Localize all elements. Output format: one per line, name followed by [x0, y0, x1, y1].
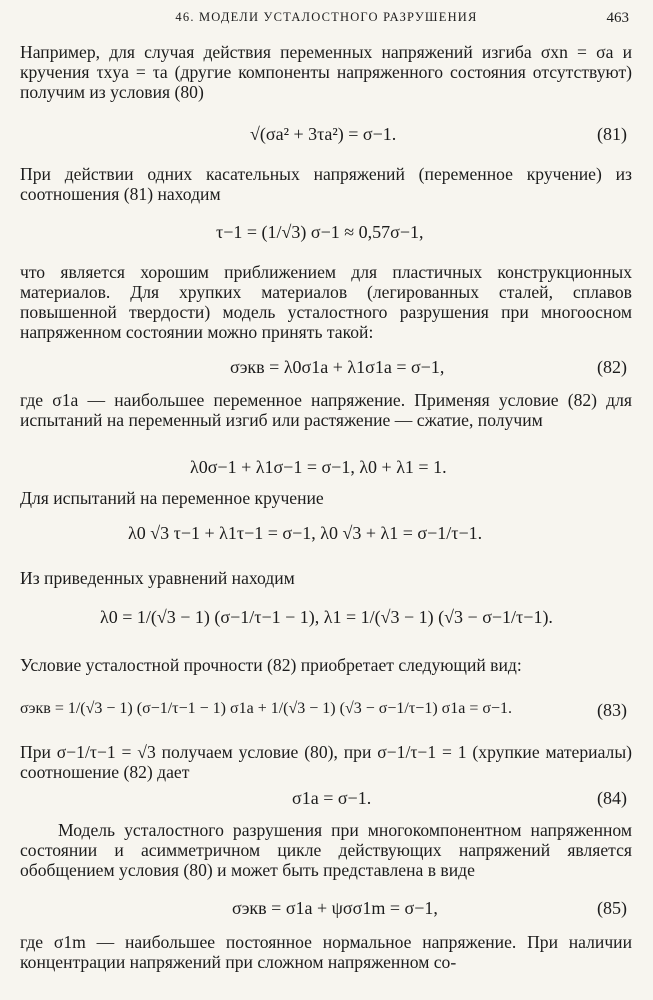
equation-tau-body: τ−1 = (1/√3) σ−1 ≈ 0,57σ−1,	[216, 222, 424, 242]
paragraph-4: где σ1a — наибольшее переменное напряжение. Применяя условие (82) для испытаний на переменный изгиб или растяжение — сжатие, получим	[20, 390, 632, 430]
equation-83-body: σэкв = 1/(√3 − 1) (σ−1/τ−1 − 1) σ1a + 1/(√3 − 1) (√3 − σ−1/τ−1) σ1a = σ−1.	[20, 700, 513, 717]
equation-82-number: (82)	[597, 357, 627, 377]
equation-83-number: (83)	[597, 700, 627, 720]
equation-84-number: (84)	[597, 788, 627, 808]
equation-lambda-body: λ0 = 1/(√3 − 1) (σ−1/τ−1 − 1), λ1 = 1/(√3 − 1) (√3 − σ−1/τ−1).	[100, 607, 553, 627]
equation-84-body: σ1a = σ−1.	[292, 788, 372, 808]
running-header	[0, 10, 653, 30]
equation-bending-body: λ0σ−1 + λ1σ−1 = σ−1, λ0 + λ1 = 1.	[190, 457, 447, 477]
section-title: 46. МОДЕЛИ УСТАЛОСТНОГО РАЗРУШЕНИЯ	[175, 10, 478, 24]
equation-81-body: √(σa² + 3τa²) = σ−1.	[250, 124, 397, 144]
equation-85-body: σэкв = σ1a + ψσσ1m = σ−1,	[232, 898, 438, 918]
equation-torsion-body: λ0 √3 τ−1 + λ1τ−1 = σ−1, λ0 √3 + λ1 = σ−1/τ−1.	[128, 523, 483, 543]
equation-85-number: (85)	[597, 898, 627, 918]
paragraph-2: При действии одних касательных напряжений (переменное кручение) из соотношения (81) находим	[20, 164, 632, 204]
paragraph-6: Из приведенных уравнений находим	[20, 568, 295, 588]
equation-82-body: σэкв = λ0σ1a + λ1σ1a = σ−1,	[230, 357, 445, 377]
page-number: 463	[606, 10, 629, 26]
paragraph-7: Условие усталостной прочности (82) приобретает следующий вид:	[20, 655, 522, 675]
paragraph-9: Модель усталостного разрушения при многокомпонентном напряженном состоянии и асимметричном цикле действующих напряжений является обобщением условия (80) и может быть представлена в виде	[20, 820, 632, 880]
paragraph-5: Для испытаний на переменное кручение	[20, 488, 324, 508]
paragraph-8: При σ−1/τ−1 = √3 получаем условие (80), при σ−1/τ−1 = 1 (хрупкие материалы) соотношение (82) дает	[20, 742, 632, 782]
paragraph-3: что является хорошим приближением для пластичных конструкционных материалов. Для хрупких материалов (легированных сталей, сплавов повышенной твердости) модель усталостного разрушения при многоосном напряженном состоянии можно принять такой:	[20, 262, 632, 342]
equation-81-number: (81)	[597, 124, 627, 144]
paragraph-1: Например, для случая действия переменных напряжений изгиба σxn = σa и кручения τxya = τa (другие компоненты напряженного состояния отсутствуют) получим из условия (80)	[20, 42, 632, 102]
paragraph-10: где σ1m — наибольшее постоянное нормальное напряжение. При наличии концентрации напряжений при сложном напряженном со-	[20, 932, 632, 972]
